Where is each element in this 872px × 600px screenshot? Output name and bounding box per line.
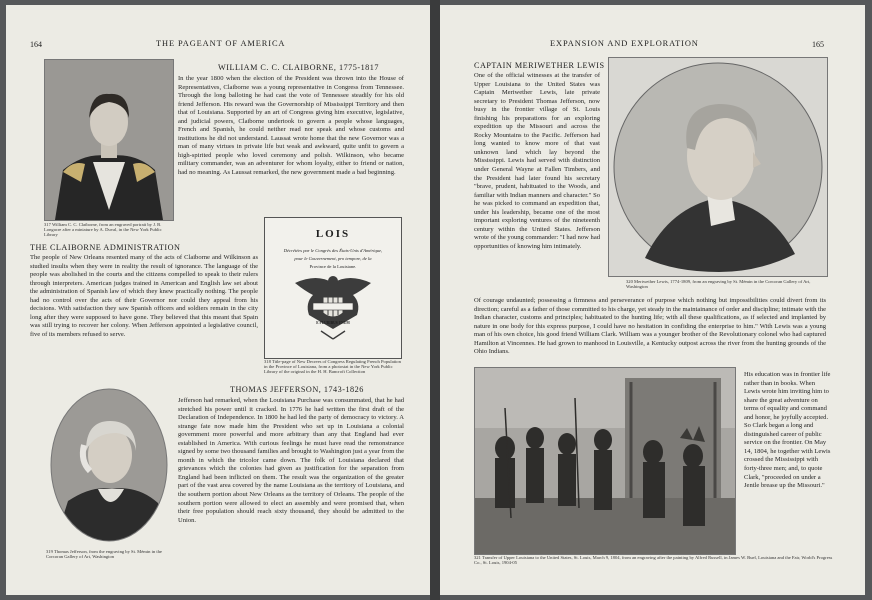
transfer-engraving	[474, 367, 736, 555]
lewis-text-column: One of the official witnesses at the transfer of Upper Louisiana to the United States was Captain Meriwether Lewis, late private secretary to President Thomas Jefferson, now busy in the frontier village of St. Louis finishing his preparations for an exploring expedition up the Missouri and across the Rocky Mountains to the Pacific. Jefferson had long wanted to know more of that vast unknown land which lay beyond the Mississippi. Lewis had served with distinction under General Wayne at Fallen Timbers, and the President had later found his secretary "brave, prudent, habituated to the Woods, and familiar with Indian manners and character." So he was picked to command an expedition that, under his leadership, became one of the most important exploring ventures of the nineteenth century within the United States. Jefferson wrote of the young commander: "I had now had opportunities of knowing him intimately.	[474, 72, 600, 250]
jefferson-text: Jefferson had remarked, when the Louisiana Purchase was consummated, that he had stretched his power until it cracked. In 1776 he had written the first draft of the Declaration of Independence. In 1800 he had led the party of democracy to victory. A strange fate now made him the President who set up in Louisiana a colonial government more powerful and more arbitrary than any that England had ever established in America. With curious feelings he must have read the remonstrance signed by some two thousand families and brought to Washington just a year from the month in which the tricolor came down. The folk of Louisiana declared that grievances which the colonies had given as justification for the separation from England had been inflicted on them. The result was the organization of the greater part of the vast area covered by the name Louisiana as the territory of Louisiana, and the southern portion about New Orleans as the territory of Orleans. The people of the southern portion were allowed to elect an assembly and were promised that, when their free population should reach sixty thousand, they should be admitted to the Union.	[178, 397, 404, 524]
lois-line2: pour le Gouvernement, pro tempore, de la	[294, 256, 372, 261]
lewis-heading: CAPTAIN MERIWETHER LEWIS	[474, 61, 605, 70]
page-number: 165	[812, 40, 824, 49]
lois-title-page	[264, 217, 402, 359]
lois-line1: Décrétées par le Congrès des États-Unis d'Amérique,	[283, 248, 383, 253]
claiborne-text: In the year 1800 when the election of the President was thrown into the House of Representatives, Claiborne was a young representative in Congress from Tennessee. Through the long balloting he had cast the vote of Tennessee steadily for his old friend Jefferson. His reward was the Governorship of Mississippi Territory and then that of Louisiana. Supported by an art of Congress giving him executive, legislative, and judicial powers, Claiborne undertook to govern a people whose languages, French and Spanish, he could neither read nor speak and whose customs and institutions he did not understand. Laussat wrote home that the new Governor was a man of many virtues in private life but weak and awkward, quite unfit to govern a high-spirited people who loved ceremony and polish. Wilkinson, who became military commander, was an adventurer for whom loyalty, either to friend or nation, had no meaning. As Laussat remarked, the new government made a bad beginning.	[178, 75, 404, 177]
lewis-text-full: Of courage undaunted; possessing a firmness and perseverance of purpose which nothing but impossibilities could divert from its direction; careful as a father of those committed to his charge, yet steady in the maintainance of order and discipline; intimate with the Indian character, customs and principles; habituated to the hunting life; with all these qualifications, as if selected and implanted by nature in one body for this express purpose, I could have no hesitation in confiding the enterprise to him." With Lewis was a young man of his own choice, his good friend William Clark. William was a younger brother of the Revolutionary colonel who had captured Hamilton at Vincennes. He had grown to manhood in Louisville, a Kentucky outpost across the river from the hunting grounds of the Ohio Indians.	[474, 297, 826, 356]
lewis-portrait-caption: 320 Meriwether Lewis, 1774-1809, from an engraving by St. Mémin in the Corcoran Gallery of Art, Washington	[626, 279, 811, 290]
jefferson-portrait	[46, 385, 172, 545]
lois-title: LOIS	[315, 228, 351, 240]
administration-heading: THE CLAIBORNE ADMINISTRATION	[30, 243, 181, 252]
right-page	[440, 5, 865, 595]
left-page	[6, 5, 430, 595]
eagle-seal-icon	[265, 269, 401, 345]
lois-line3: Province de la Louisiane.	[309, 264, 357, 269]
administration-text: The people of New Orleans resented many of the acts of Claiborne and Wilkinson as studied insults when they were in reality the result of ignorance. The language of the people was abolished in the courts and the citizens compelled to speak to their rulers through interpreters. American judges trained in American and English law set about the administration of Spanish law of which they knew practically nothing. The people had no control over the acts of their Governor nor could they appeal from his decisions. With satisfaction they saw Spanish officers and soldiers remain in the city long after they were supposed to have gone. They believed that this meant that Spain was still trying to recover her colony. When Jefferson appointed a legislative council, five of its members refused to serve.	[30, 254, 258, 338]
lois-caption: 318 Title-page of New Decrees of Congress Regulating French Population in the Province of Louisiana, from a photostat in the New York Public Library of the original in the H. H. Bancroft Collection	[264, 359, 401, 375]
book-gutter	[430, 0, 440, 600]
lewis-text-side: His education was in frontier life rather than in books. When Lewis wrote him inviting him to share the great adventure on terms of equality and command and honor, he joyfully accepted. So Clark began a long and distinguished career of public service on the frontier. On May 14, 1804, he together with Lewis crossed the Mississippi with forty-three men; and, to quote Clark, "proceeded on under a Jentle brease up the Missouri."	[744, 371, 831, 490]
claiborne-portrait	[44, 59, 174, 221]
page-number: 164	[30, 40, 42, 49]
running-head: THE PAGEANT OF AMERICA	[156, 39, 286, 48]
claiborne-caption: 317 William C. C. Claiborne, from an engraved portrait by J. B. Longacre after a miniature by A. Duval, in the New York Public Library	[44, 222, 162, 238]
jefferson-caption: 319 Thomas Jefferson, from the engraving by St. Mémin in the Corcoran Gallery of Art, Washington	[46, 549, 162, 560]
lewis-portrait	[608, 57, 828, 277]
jefferson-heading: THOMAS JEFFERSON, 1743-1826	[230, 385, 364, 394]
lois-motto: E PLURIBUS UNUM	[316, 321, 350, 325]
running-head: EXPANSION AND EXPLORATION	[550, 39, 699, 48]
claiborne-heading: WILLIAM C. C. CLAIBORNE, 1775-1817	[218, 63, 379, 72]
transfer-caption: 321 Transfer of Upper Louisiana to the United States, St. Louis, March 9, 1804, from an engraving after the painting by Alfred Russell, in James W. Buel, Louisiana and the Fair, World's Progress Co., St. Louis, 1904-05	[474, 555, 833, 566]
